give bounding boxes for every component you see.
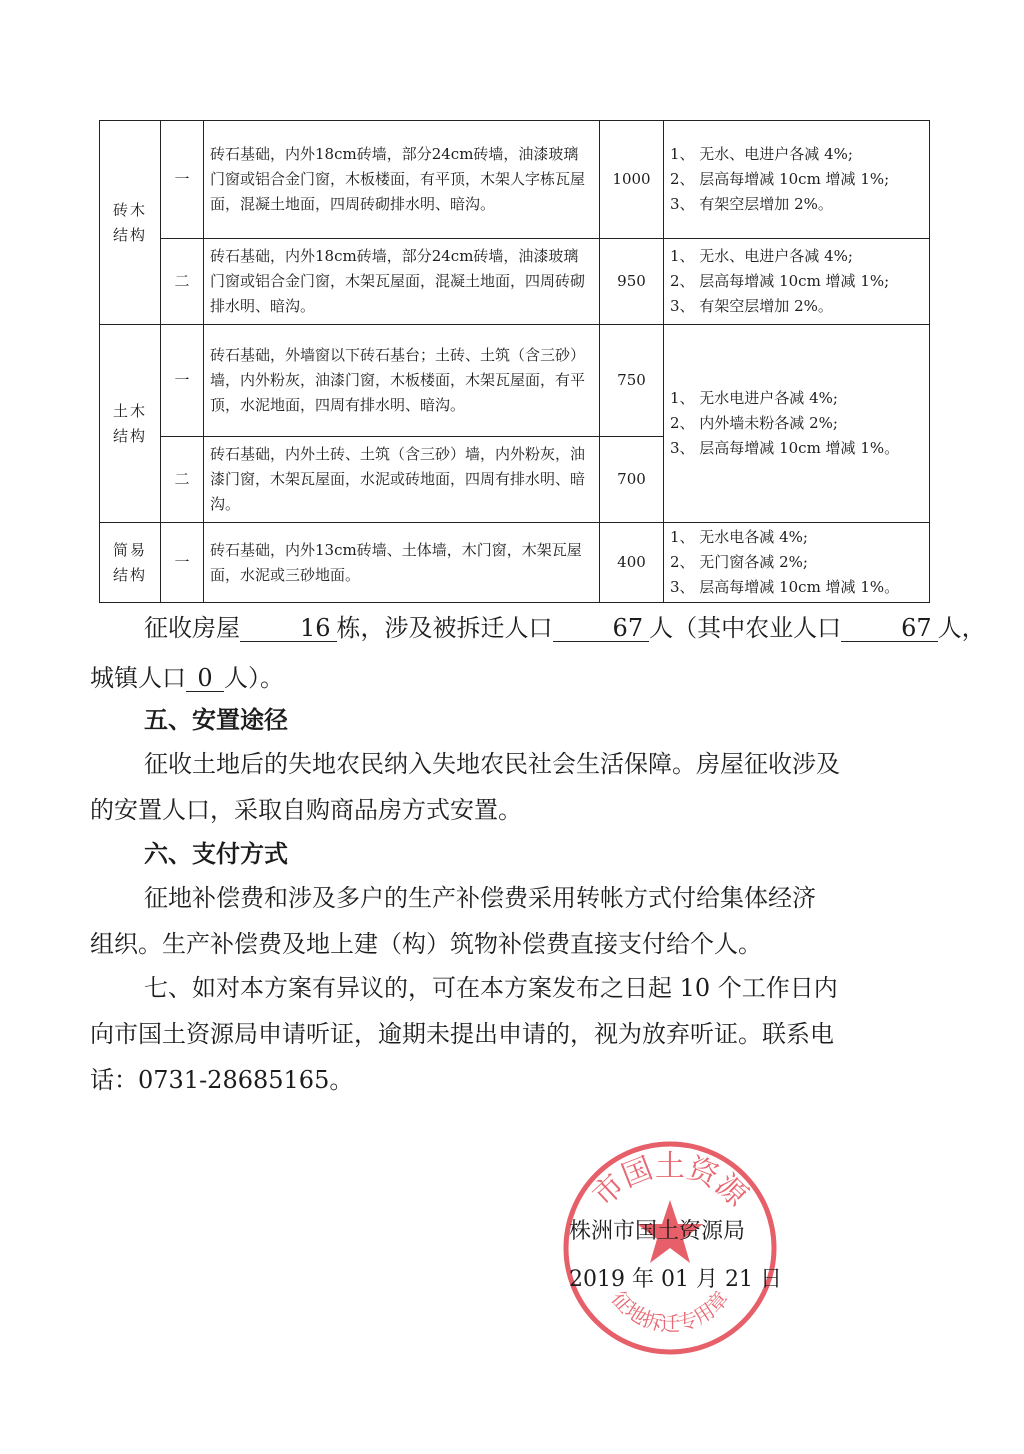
description-cell: 砖石基础，内外土砖、土筑（含三砂）墙，内外粉灰，油漆门窗，木架瓦屋面，水泥或砖地面，四周有排水明、暗沟。 [204, 437, 600, 523]
signature-date: 2019 年 01 月 21 日 [569, 1267, 782, 1292]
adjustment-cell [664, 523, 930, 603]
seal-bottom-text: 征地拆迁专用章 [606, 1286, 734, 1336]
grade-cell: 二 [161, 239, 204, 325]
section-text: 组织。生产补偿费及地上建（构）筑物补偿费直接支付给个人。 [90, 930, 762, 958]
house-count: 16 [240, 615, 337, 642]
adjustment-item: 2、 层高每增减 10cm 增减 1%; [670, 272, 890, 290]
summary-text: 征收房屋 [144, 614, 240, 642]
section-text: 征地补偿费和涉及多户的生产补偿费采用转帐方式付给集体经济 [144, 884, 816, 912]
svg-text:征地拆迁专用章 [607, 1286, 734, 1335]
section-text: 七、如对本方案有异议的，可在本方案发布之日起 10 个工作日内 [144, 974, 838, 1002]
section-text: 向市国土资源局申请听证，逾期未提出申请的，视为放弃听证。联系电 [90, 1020, 834, 1048]
farm-people-count: 67 [841, 615, 938, 642]
structure-type-cell: 简易结构 [100, 523, 161, 603]
people-count: 67 [553, 615, 650, 642]
structure-type-cell: 砖木结构 [100, 121, 161, 325]
summary-text: 人）。 [224, 664, 284, 692]
adjustment-item: 1、 无水、电进户各减 4%; [670, 145, 853, 163]
summary-paragraph-cont [90, 656, 936, 700]
grade-cell: 二 [161, 437, 204, 523]
grade-cell: 一 [161, 325, 204, 437]
adjustment-item: 2、 内外墙未粉各减 2%; [670, 414, 838, 432]
grade-cell: 一 [161, 523, 204, 603]
section-text: 征收土地后的失地农民纳入失地农民社会生活保障。房屋征收涉及 [144, 750, 840, 778]
grade-cell: 一 [161, 121, 204, 239]
urban-people-count: 0 [186, 665, 224, 692]
summary-text: 人（其中农业人口 [649, 614, 842, 642]
signature-org: 株洲市国土资源局 [569, 1219, 746, 1244]
price-cell: 1000 [600, 121, 664, 239]
section-text: 话：0731-28685165。 [90, 1066, 354, 1094]
price-cell: 700 [600, 437, 664, 523]
official-seal [560, 1138, 780, 1358]
section-heading: 五、安置途径 [144, 706, 288, 734]
price-cell: 750 [600, 325, 664, 437]
description-cell: 砖石基础，外墙窗以下砖石基台；土砖、土筑（含三砂）墙，内外粉灰，油漆门窗，木板楼面，木架瓦屋面，有平顶，水泥地面，四周有排水明、暗沟。 [204, 325, 600, 437]
description-cell: 砖石基础，内外18cm砖墙，部分24cm砖墙，油漆玻璃门窗或铝合金门窗，木架瓦屋面，混凝土地面，四周砖砌排水明、暗沟。 [204, 239, 600, 325]
summary-text: 栋，涉及被拆迁人口 [336, 614, 553, 642]
summary-text: 城镇人口 [90, 664, 186, 692]
adjustment-item: 3、 有架空层增加 2%。 [670, 195, 833, 213]
adjustment-item: 2、 层高每增减 10cm 增减 1%; [670, 170, 890, 188]
summary-paragraph [90, 606, 986, 650]
price-cell: 950 [600, 239, 664, 325]
adjustment-item: 2、 无门窗各减 2%; [670, 553, 808, 571]
description-cell: 砖石基础，内外18cm砖墙，部分24cm砖墙，油漆玻璃门窗或铝合金门窗，木板楼面，有平顶，木架人字栋瓦屋面，混凝土地面，四周砖砌排水明、暗沟。 [204, 121, 600, 239]
summary-text: 人， [937, 614, 986, 642]
section-heading: 六、支付方式 [144, 840, 288, 868]
adjustment-item: 3、 有架空层增加 2%。 [670, 297, 833, 315]
table-row [100, 523, 930, 603]
adjustment-cell [664, 325, 930, 523]
building-standards-table [99, 120, 930, 603]
section-text: 的安置人口，采取自购商品房方式安置。 [90, 796, 522, 824]
structure-type-cell: 土木结构 [100, 325, 161, 523]
adjustment-item: 1、 无水电进户各减 4%; [670, 389, 838, 407]
adjustment-cell [664, 239, 930, 325]
adjustment-item: 3、 层高每增减 10cm 增减 1%。 [670, 578, 900, 596]
adjustment-cell [664, 121, 930, 239]
description-cell: 砖石基础，内外13cm砖墙、土体墙，木门窗，木架瓦屋面，水泥或三砂地面。 [204, 523, 600, 603]
table-row [100, 121, 930, 239]
table-row [100, 325, 930, 437]
seal-top-text: 市国土资源 [586, 1149, 754, 1214]
table-row [100, 239, 930, 325]
adjustment-item: 3、 层高每增减 10cm 增减 1%。 [670, 439, 900, 457]
price-cell: 400 [600, 523, 664, 603]
adjustment-item: 1、 无水电各减 4%; [670, 528, 808, 546]
adjustment-item: 1、 无水、电进户各减 4%; [670, 247, 853, 265]
